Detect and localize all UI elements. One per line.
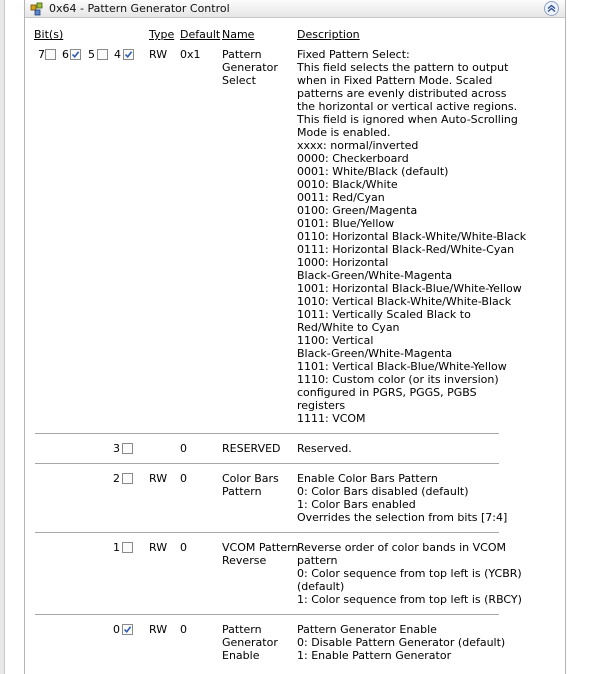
description-line: 1100: Vertical — [297, 334, 374, 347]
description-line: Pattern Generator Enable — [297, 623, 437, 636]
description-line: Fixed Pattern Select: — [297, 48, 410, 61]
description-line: Reverse order of color bands in VCOM — [297, 541, 507, 554]
description-line: Black-Green/White-Magenta — [297, 347, 453, 360]
description-line: (default) — [297, 580, 345, 593]
description-line: the horizontal or vertical active regions. — [297, 100, 518, 113]
description-line: pattern — [297, 554, 338, 567]
register-name-line: VCOM Pattern — [222, 541, 299, 554]
description-line: xxxx: normal/inverted — [297, 139, 419, 152]
bit-checkbox[interactable] — [122, 473, 133, 484]
register-name-line: Generator — [222, 61, 278, 74]
register-name-line: Pattern — [222, 485, 262, 498]
collapse-button[interactable] — [544, 1, 559, 16]
register-default: 0 — [180, 623, 187, 636]
register-default: 0 — [180, 472, 187, 485]
header-description: Description — [297, 28, 360, 41]
header-default: Default — [180, 28, 221, 41]
register-icon — [30, 2, 44, 16]
description-line: 0000: Checkerboard — [297, 152, 409, 165]
row-separator — [35, 614, 499, 615]
register-description — [297, 541, 522, 606]
description-line: 1101: Vertical Black-Blue/White-Yellow — [297, 360, 507, 373]
header-bits: Bit(s) — [34, 28, 64, 41]
register-name-line: Pattern — [222, 623, 262, 636]
description-line: when in Fixed Pattern Mode. Scaled — [297, 74, 493, 87]
description-line: Reserved. — [297, 442, 352, 455]
register-description — [297, 48, 526, 425]
register-name-line: Enable — [222, 649, 260, 662]
register-name — [222, 442, 281, 455]
description-line: Mode is enabled. — [297, 126, 391, 139]
description-line: 1: Color Bars enabled — [297, 498, 416, 511]
checkmark-icon — [71, 50, 80, 59]
row-separator — [35, 433, 499, 434]
register-type: RW — [149, 472, 168, 485]
description-line: 0010: Black/White — [297, 178, 398, 191]
description-line: 0101: Blue/Yellow — [297, 217, 395, 230]
description-line: Enable Color Bars Pattern — [297, 472, 438, 485]
bit-checkbox[interactable] — [70, 49, 81, 60]
register-name — [222, 48, 278, 87]
register-default: 0 — [180, 541, 187, 554]
register-name-line: Reverse — [222, 554, 267, 567]
description-line: 1010: Vertical Black-White/White-Black — [297, 295, 512, 308]
register-name-line: Pattern — [222, 48, 262, 61]
bit-number: 4 — [114, 48, 121, 61]
left-window-edge — [0, 0, 5, 674]
row-separator — [35, 463, 499, 464]
bit-checkbox[interactable] — [97, 49, 108, 60]
description-line: 0011: Red/Cyan — [297, 191, 385, 204]
description-line: 0110: Horizontal Black-White/White-Black — [297, 230, 527, 243]
description-line: 1110: Custom color (or its inversion) — [297, 373, 499, 386]
register-name — [222, 623, 278, 662]
register-name — [222, 541, 298, 567]
description-line: configured in PGRS, PGGS, PGBS — [297, 386, 477, 399]
description-line: This field selects the pattern to output — [297, 61, 509, 74]
register-default: 0x1 — [180, 48, 201, 61]
description-line: Overrides the selection from bits [7:4] — [297, 511, 508, 524]
bit-number: 0 — [113, 623, 120, 636]
description-line: 0111: Horizontal Black-Red/White-Cyan — [297, 243, 515, 256]
bit-checkbox[interactable] — [122, 443, 133, 454]
register-name-line: Select — [222, 74, 256, 87]
bit-number: 3 — [113, 442, 120, 455]
register-type: RW — [149, 623, 168, 636]
description-line: Red/White to Cyan — [297, 321, 400, 334]
bit-number: 6 — [62, 48, 69, 61]
bit-number: 2 — [113, 472, 120, 485]
description-line: registers — [297, 399, 346, 412]
panel-titlebar — [25, 0, 565, 18]
register-name-line: RESERVED — [222, 442, 281, 455]
description-line: This field is ignored when Auto-Scrolling — [297, 113, 518, 126]
register-name-line: Color Bars — [222, 472, 279, 485]
description-line: 0100: Green/Magenta — [297, 204, 418, 217]
bit-checkbox[interactable] — [122, 542, 133, 553]
row-separator — [35, 532, 499, 533]
description-line: 1111: VCOM — [297, 412, 366, 425]
chevron-up-icon — [547, 4, 556, 13]
checkmark-icon — [124, 50, 133, 59]
register-description — [297, 472, 507, 524]
description-line: Black-Green/White-Magenta — [297, 269, 453, 282]
register-panel — [24, 0, 566, 674]
description-line: 0: Disable Pattern Generator (default) — [297, 636, 506, 649]
description-line: 1: Enable Pattern Generator — [297, 649, 452, 662]
bit-number: 1 — [113, 541, 120, 554]
register-name-line: Generator — [222, 636, 278, 649]
register-description — [297, 623, 505, 662]
description-line: 0: Color sequence from top left is (YCBR) — [297, 567, 522, 580]
description-line: 1000: Horizontal — [297, 256, 389, 269]
register-name — [222, 472, 279, 498]
description-line: 1011: Vertically Scaled Black to — [297, 308, 471, 321]
bit-checkbox[interactable] — [123, 49, 134, 60]
description-line: 1: Color sequence from top left is (RBCY) — [297, 593, 522, 606]
register-type: RW — [149, 541, 168, 554]
checkmark-icon — [123, 625, 132, 634]
bit-number: 7 — [38, 48, 45, 61]
header-type: Type — [149, 28, 175, 41]
bit-checkbox[interactable] — [122, 624, 133, 635]
header-name: Name — [222, 28, 255, 41]
panel-title: 0x64 - Pattern Generator Control — [49, 2, 230, 15]
bit-number: 5 — [88, 48, 95, 61]
description-line: 0: Color Bars disabled (default) — [297, 485, 469, 498]
register-type: RW — [149, 48, 168, 61]
description-line: 1001: Horizontal Black-Blue/White-Yellow — [297, 282, 522, 295]
description-line: 0001: White/Black (default) — [297, 165, 449, 178]
bit-checkbox[interactable] — [45, 49, 56, 60]
register-description — [297, 442, 352, 455]
register-default: 0 — [180, 442, 187, 455]
description-line: patterns are evenly distributed across — [297, 87, 507, 100]
